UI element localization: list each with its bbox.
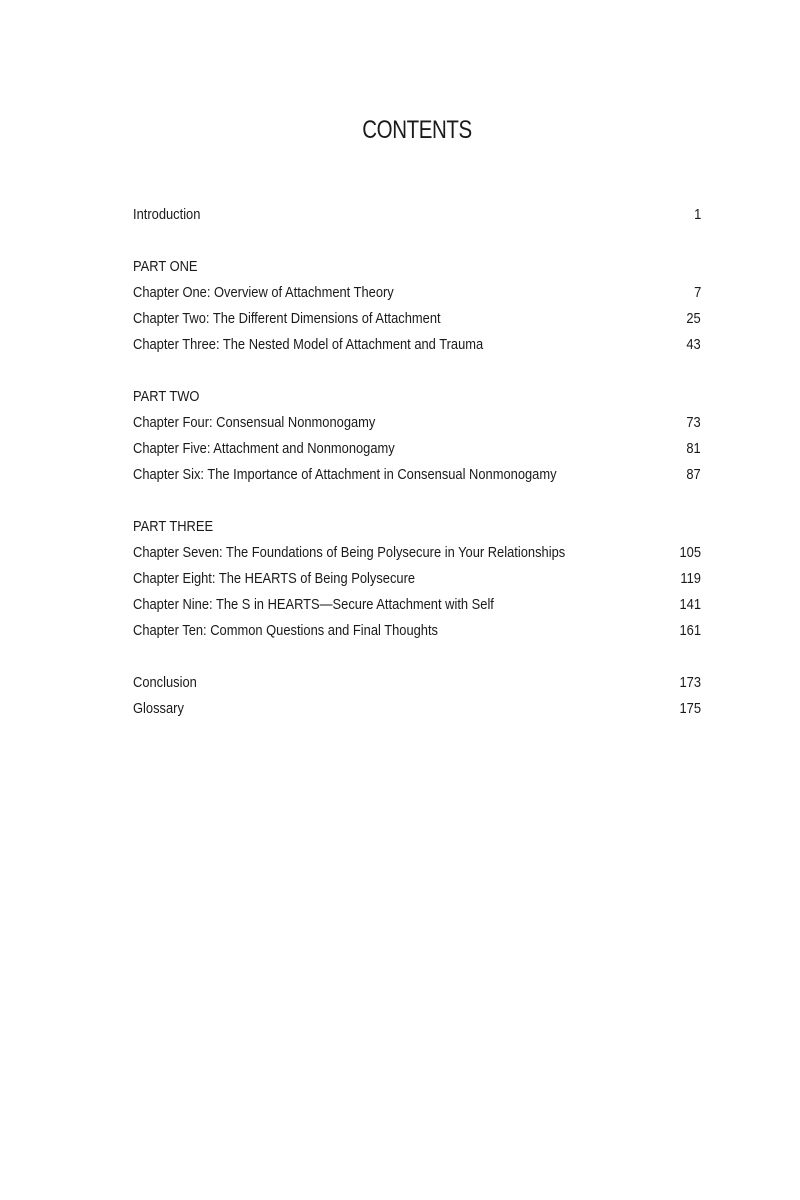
toc-entry-page-number: 43: [686, 336, 701, 353]
toc-entry-conclusion[interactable]: [133, 670, 701, 696]
toc-entry-page-number: 173: [679, 674, 701, 691]
toc-entry-page-number: 73: [686, 414, 701, 431]
toc-entry-chapter-nine[interactable]: [133, 592, 701, 618]
toc-entry-introduction[interactable]: [133, 202, 701, 228]
toc-entry-chapter-one[interactable]: [133, 280, 701, 306]
toc-entry-page-number: 1: [693, 206, 701, 223]
toc-entry-label: Chapter Ten: Common Questions and Final Thoughts: [133, 622, 439, 639]
toc-entry-label: Chapter Six: The Importance of Attachment in Consensual Nonmonogamy: [133, 466, 557, 483]
toc-entry-page-number: 25: [686, 310, 701, 327]
toc-entry-chapter-two[interactable]: [133, 306, 701, 332]
table-of-contents: [133, 202, 701, 722]
toc-entry-page-number: 87: [686, 466, 701, 483]
page-title: CONTENTS: [362, 116, 472, 144]
toc-entry-page-number: 175: [679, 700, 701, 717]
toc-entry-chapter-four[interactable]: [133, 410, 701, 436]
toc-entry-label: Chapter Four: Consensual Nonmonogamy: [133, 414, 376, 431]
toc-entry-label: Glossary: [133, 700, 184, 717]
toc-entry-chapter-eight[interactable]: [133, 566, 701, 592]
toc-entry-page-number: 119: [680, 570, 701, 587]
toc-entry-label: Chapter Two: The Different Dimensions of Attachment: [133, 310, 441, 327]
toc-entry-chapter-five[interactable]: [133, 436, 701, 462]
toc-entry-label: Introduction: [133, 206, 201, 223]
toc-entry-chapter-ten[interactable]: [133, 618, 701, 644]
toc-entry-label: Conclusion: [133, 674, 197, 691]
toc-entry-page-number: 141: [679, 596, 701, 613]
toc-entry-label: Chapter Nine: The S in HEARTS—Secure Attachment with Self: [133, 596, 494, 613]
section-spacer: [133, 644, 701, 670]
toc-entry-page-number: 7: [693, 284, 701, 301]
part-heading-three: PART THREE: [133, 518, 214, 535]
toc-entry-label: Chapter Seven: The Foundations of Being Polysecure in Your Relationships: [133, 544, 566, 561]
toc-entry-glossary[interactable]: [133, 696, 701, 722]
part-heading-two: PART TWO: [133, 388, 200, 405]
toc-entry-chapter-six[interactable]: [133, 462, 701, 488]
toc-entry-label: Chapter Five: Attachment and Nonmonogamy: [133, 440, 395, 457]
toc-entry-page-number: 81: [686, 440, 701, 457]
toc-entry-chapter-seven[interactable]: [133, 540, 701, 566]
part-heading-one: PART ONE: [133, 258, 198, 275]
toc-entry-page-number: 105: [679, 544, 701, 561]
toc-entry-page-number: 161: [679, 622, 701, 639]
toc-entry-label: Chapter Three: The Nested Model of Attachment and Trauma: [133, 336, 484, 353]
toc-entry-chapter-three[interactable]: [133, 332, 701, 358]
toc-entry-label: Chapter Eight: The HEARTS of Being Polysecure: [133, 570, 416, 587]
toc-entry-label: Chapter One: Overview of Attachment Theory: [133, 284, 394, 301]
